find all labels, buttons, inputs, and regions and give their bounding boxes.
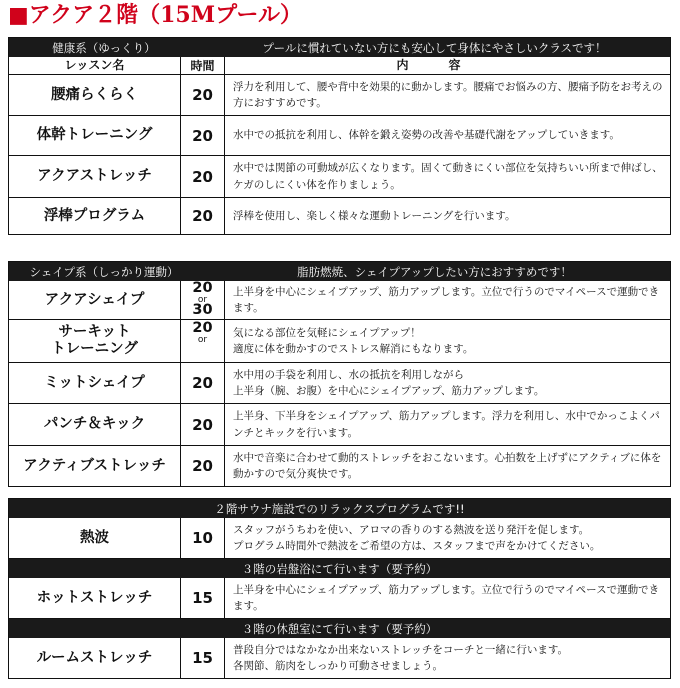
rest-room-note: ３階の休憩室にて行います（要予約） <box>9 619 670 638</box>
col-lesson: レッスン名 <box>9 57 181 74</box>
lesson-time: 20 <box>181 198 225 234</box>
table-row <box>9 638 670 678</box>
lesson-time <box>181 281 225 319</box>
lesson-desc: 浮力を利用して、腰や背中を効果的に動かします。腰痛でお悩みの方、腰痛予防をお考えの方におすすめです。 <box>233 80 663 109</box>
time-a: 20 <box>192 320 213 336</box>
lesson-desc: 上半身を中心にシェイプアップ、筋力アップします。立位で行うのでマイペースで運動できます。 <box>233 583 660 612</box>
shape-category: シェイプ系（しっかり運動） <box>29 264 179 279</box>
lesson-desc: 水中では関節の可動域が広くなります。固くて動きにくい部位を気持ちいい所まで伸ばし、ケガのしにくい体を作りましょう。 <box>233 162 663 191</box>
relax-section <box>8 498 671 679</box>
gentle-message: プールに慣れていない方にも安心して身体にやさしいクラスです！ <box>262 40 607 55</box>
col-content: 内容 <box>396 58 501 73</box>
column-header <box>9 57 670 75</box>
lesson-name: パンチ＆キック <box>9 404 181 445</box>
lesson-time <box>181 320 225 362</box>
lesson-name: 浮棒プログラム <box>9 198 181 234</box>
table-row <box>9 198 670 234</box>
lesson-desc: 浮棒を使用し、楽しく様々な運動トレーニングを行います。 <box>233 209 516 222</box>
desc-line2: 上半身（腕、お腹）を中心にシェイプアップ、筋力アップします。 <box>233 385 545 397</box>
lesson-desc: 水中で音楽に合わせて動的ストレッチをおこないます。心拍数を上げずにアクティブに体を動かすので気分爽快です。 <box>233 451 662 480</box>
lesson-time: 20 <box>181 75 225 115</box>
lesson-desc <box>225 320 670 362</box>
table-row <box>9 363 670 404</box>
lesson-time: 10 <box>181 518 225 558</box>
desc-line2: プログラム時間外で熱波をご希望の方は、スタッフまで声をかけてください。 <box>233 540 601 552</box>
lesson-desc <box>225 638 670 678</box>
lesson-desc: 水中での抵抗を利用し、体幹を鍛え姿勢の改善や基礎代謝をアップしていきます。 <box>233 129 620 142</box>
lesson-time: 15 <box>181 638 225 678</box>
lesson-name: 腰痛らくらく <box>9 75 181 115</box>
lesson-name: 熱波 <box>9 518 181 558</box>
lesson-time: 20 <box>181 363 225 403</box>
table-row <box>9 446 670 486</box>
desc-line2: 適度に体を動かすのでストレス解消にもなります。 <box>233 343 474 355</box>
table-row <box>9 281 670 320</box>
shape-section <box>8 261 671 487</box>
desc-line1: 気になる部位を気軽にシェイプアップ！ <box>233 326 421 339</box>
lesson-time: 20 <box>181 116 225 155</box>
lesson-desc: 上半身を中心にシェイプアップ、筋力アップします。立位で行うのでマイペースで運動できます。 <box>233 285 660 314</box>
lesson-name: ホットストレッチ <box>9 578 181 618</box>
lesson-name: アクアストレッチ <box>9 156 181 197</box>
lesson-desc: 上半身、下半身をシェイプアップ、筋力アップします。浮力を利用し、水中でかっこよくパンチとキックを行います。 <box>233 410 660 439</box>
lesson-time: 20 <box>181 156 225 197</box>
lesson-time: 15 <box>181 578 225 618</box>
lesson-name: ミットシェイプ <box>9 363 181 403</box>
relax-header: ２階サウナ施設でのリラックスプログラムです!! <box>9 499 670 518</box>
gentle-category: 健康系（ゆっくり） <box>52 40 156 55</box>
table-row <box>9 404 670 446</box>
page-title: ■アクア２階（15Mプール） <box>8 2 302 28</box>
shape-header <box>9 262 670 281</box>
lesson-name-line1: サーキット <box>58 324 131 341</box>
desc-line1: 普段自分ではなかなか出来ないストレッチをコーチと一緒に行います。 <box>233 643 569 656</box>
desc-line2: 各関節、筋肉をしっかり可動させましょう。 <box>233 660 443 672</box>
lesson-name: ルームストレッチ <box>9 638 181 678</box>
table-row <box>9 75 670 116</box>
table-row <box>9 156 670 198</box>
lesson-name: アクティブストレッチ <box>9 446 181 486</box>
col-time: 時間 <box>181 57 225 74</box>
lesson-name <box>9 320 181 362</box>
desc-line1: スタッフがうちわを使い、アロマの香りのする熱波を送り発汗を促します。 <box>233 523 590 536</box>
lesson-time: 20 <box>181 446 225 486</box>
table-row <box>9 116 670 156</box>
desc-line1: 水中用の手袋を利用し、水の抵抗を利用しながら <box>233 368 464 381</box>
ganbanyoku-note: ３階の岩盤浴にて行います（要予約） <box>9 559 670 578</box>
lesson-desc <box>225 363 670 403</box>
gentle-header <box>9 38 670 57</box>
table-row <box>9 320 670 363</box>
lesson-name-line2: トレーニング <box>51 341 138 357</box>
time-a: 20 <box>192 280 213 297</box>
time-or: or <box>197 294 208 305</box>
table-row <box>9 578 670 619</box>
time-b: 30 <box>192 302 213 319</box>
table-row <box>9 518 670 559</box>
lesson-name: アクアシェイプ <box>9 281 181 319</box>
shape-message: 脂肪燃焼、シェイプアップしたい方におすすめです！ <box>297 264 572 279</box>
lesson-time: 20 <box>181 404 225 445</box>
gentle-section <box>8 37 671 235</box>
lesson-desc <box>225 518 670 558</box>
lesson-name: 体幹トレーニング <box>9 116 181 155</box>
time-or: or <box>197 334 208 345</box>
